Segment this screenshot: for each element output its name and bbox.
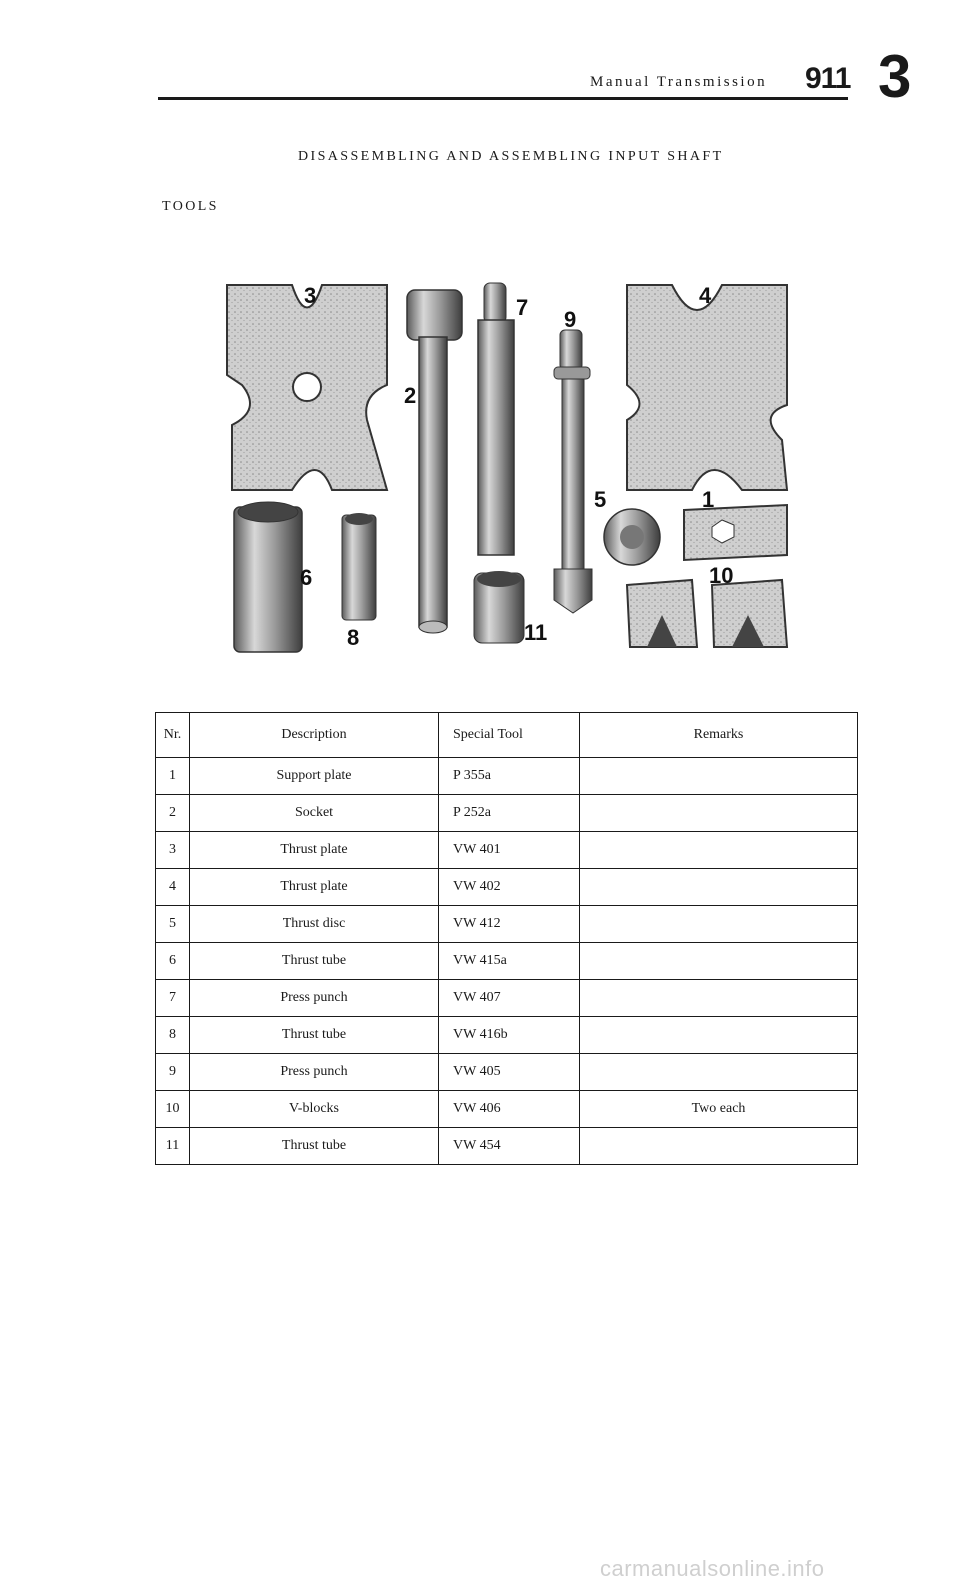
cell-remarks (580, 869, 858, 906)
header-model: 911 (805, 62, 851, 95)
callout-7: 7 (516, 295, 529, 320)
callout-10: 10 (709, 563, 734, 588)
callout-1: 1 (702, 487, 715, 512)
table-row (156, 943, 858, 980)
cell-nr: 3 (156, 832, 190, 869)
callout-2: 2 (404, 383, 417, 408)
cell-description: Thrust tube (190, 943, 439, 980)
cell-remarks (580, 832, 858, 869)
callout-11: 11 (524, 620, 548, 645)
cell-remarks (580, 943, 858, 980)
watermark: carmanualsonline.info (600, 1556, 825, 1581)
header-rule (158, 97, 848, 100)
page-heading: DISASSEMBLING AND ASSEMBLING INPUT SHAFT (298, 149, 724, 164)
callout-8: 8 (347, 625, 360, 650)
cell-description: Socket (190, 795, 439, 832)
thrust-disc-5-shape (604, 509, 660, 565)
cell-description: Press punch (190, 980, 439, 1017)
v-block-10-left-shape (627, 580, 697, 647)
section-label-tools: TOOLS (162, 199, 219, 214)
cell-special-tool: VW 405 (439, 1054, 580, 1091)
tools-figure (222, 275, 802, 665)
cell-special-tool: VW 401 (439, 832, 580, 869)
cell-special-tool: VW 406 (439, 1091, 580, 1128)
table-header-row (156, 713, 858, 758)
table-row (156, 1128, 858, 1165)
cell-remarks: Two each (580, 1091, 858, 1128)
cell-nr: 6 (156, 943, 190, 980)
cell-remarks (580, 906, 858, 943)
cell-special-tool: VW 407 (439, 980, 580, 1017)
thrust-plate-3-shape (227, 285, 387, 490)
cell-special-tool: VW 454 (439, 1128, 580, 1165)
header-chapter-number: 3 (878, 43, 912, 110)
press-punch-7-shape (478, 283, 514, 555)
cell-nr: 9 (156, 1054, 190, 1091)
cell-description: Thrust plate (190, 832, 439, 869)
cell-nr: 11 (156, 1128, 190, 1165)
cell-nr: 8 (156, 1017, 190, 1054)
cell-description: Thrust tube (190, 1017, 439, 1054)
cell-remarks (580, 980, 858, 1017)
v-block-10-right-shape (712, 580, 787, 647)
header-description: Description (190, 713, 439, 758)
thrust-plate-4-shape (627, 285, 787, 490)
cell-remarks (580, 1128, 858, 1165)
header-title: Manual Transmission (590, 74, 768, 90)
press-punch-9-shape (554, 330, 592, 613)
table-row (156, 980, 858, 1017)
cell-remarks (580, 1054, 858, 1091)
header-nr: Nr. (156, 713, 190, 758)
cell-special-tool: VW 402 (439, 869, 580, 906)
special-tools-table (155, 712, 858, 1165)
cell-description: Press punch (190, 1054, 439, 1091)
table-row (156, 758, 858, 795)
thrust-tube-11-shape (474, 571, 524, 643)
cell-description: Thrust tube (190, 1128, 439, 1165)
thrust-tube-6-shape (234, 502, 302, 652)
table-row (156, 1054, 858, 1091)
support-plate-1-shape (684, 505, 787, 560)
table-row (156, 906, 858, 943)
cell-special-tool: P 355a (439, 758, 580, 795)
table-row (156, 869, 858, 906)
cell-special-tool: P 252a (439, 795, 580, 832)
table-row (156, 795, 858, 832)
header-special-tool: Special Tool (439, 713, 580, 758)
callout-6: 6 (300, 565, 313, 590)
cell-nr: 2 (156, 795, 190, 832)
callout-4: 4 (699, 283, 712, 308)
cell-nr: 1 (156, 758, 190, 795)
header-remarks: Remarks (580, 713, 858, 758)
callout-9: 9 (564, 307, 577, 332)
cell-special-tool: VW 416b (439, 1017, 580, 1054)
table-row (156, 1091, 858, 1128)
cell-nr: 10 (156, 1091, 190, 1128)
cell-description: Support plate (190, 758, 439, 795)
callout-5: 5 (594, 487, 607, 512)
cell-remarks (580, 1017, 858, 1054)
callout-3: 3 (304, 283, 317, 308)
cell-description: Thrust plate (190, 869, 439, 906)
cell-remarks (580, 758, 858, 795)
cell-nr: 4 (156, 869, 190, 906)
cell-nr: 7 (156, 980, 190, 1017)
thrust-tube-8-shape (342, 513, 376, 620)
cell-nr: 5 (156, 906, 190, 943)
cell-description: Thrust disc (190, 906, 439, 943)
cell-remarks (580, 795, 858, 832)
cell-description: V-blocks (190, 1091, 439, 1128)
cell-special-tool: VW 415a (439, 943, 580, 980)
table-row (156, 1017, 858, 1054)
cell-special-tool: VW 412 (439, 906, 580, 943)
socket-2-shape (407, 290, 462, 633)
table-row (156, 832, 858, 869)
